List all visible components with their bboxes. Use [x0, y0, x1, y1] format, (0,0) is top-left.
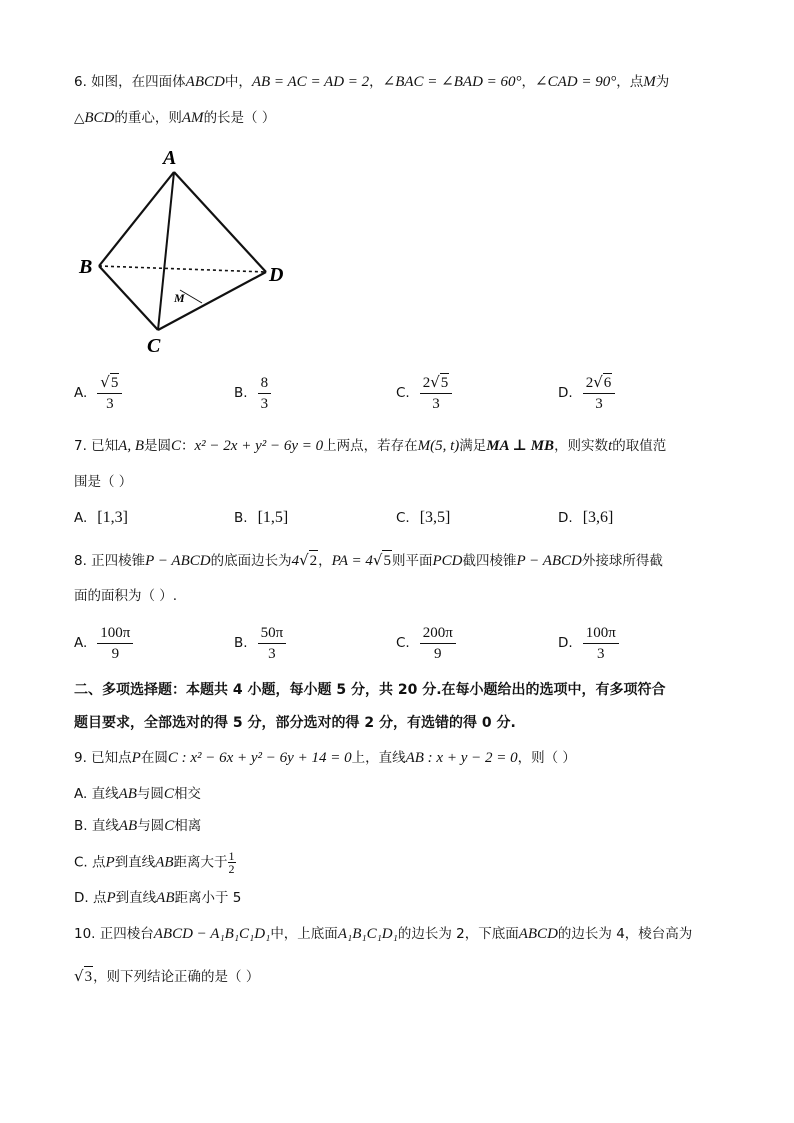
q7-option-c[interactable]: C. [3,5]	[396, 509, 451, 526]
tetrahedron-figure	[74, 140, 304, 360]
q6-option-a[interactable]: A. √ 5 3	[74, 371, 122, 415]
vertex-label-a: A	[163, 147, 177, 169]
edge-ac	[158, 172, 174, 330]
q8-options	[74, 621, 734, 665]
q9-option-b[interactable]: B. 直线AB与圆C相离	[74, 818, 202, 834]
q8-option-c[interactable]: C. $\frac{200\pi}{9}$	[396, 621, 456, 665]
q6-options	[74, 371, 734, 415]
q7-options	[74, 496, 734, 540]
section-heading-line2: 题目要求，全部选对的得 5 分，部分选对的得 2 分，有选错的得 0 分.	[74, 715, 516, 731]
q6-option-b[interactable]: B. $\frac{8}{3}$	[234, 371, 271, 415]
edge-ad	[174, 172, 266, 272]
q6-option-d[interactable]: D. 2 √ 6 3	[558, 371, 615, 415]
point-label-m: M	[174, 291, 185, 305]
q8-line2: 面的面积为（ ）.	[74, 588, 178, 604]
q7-line1: 7. 已知A, B是圆C：x² − 2x + y² − 6y = 0上两点，若存在M(5, t)满足MA ⊥ MB，则实数t的取值范	[74, 438, 667, 454]
section-heading-line1: 二、多项选择题：本题共 4 小题，每小题 5 分，共 20 分.在每小题给出的选项中，有多项符合	[74, 682, 666, 698]
vertex-label-b: B	[79, 256, 93, 278]
edge-bd-hidden	[99, 266, 266, 272]
q6-line1: 6. 如图，在四面体ABCD中，AB = AC = AD = 2，∠BAC = ∠BAD = 60°，∠CAD = 90°，点M为	[74, 74, 670, 90]
q8-option-a[interactable]: A. $\frac{100\pi}{9}$	[74, 621, 133, 665]
edge-ab	[99, 172, 174, 266]
q7-option-b[interactable]: B. [1,5]	[234, 509, 289, 526]
q9-option-a[interactable]: A. 直线AB与圆C相交	[74, 786, 201, 802]
q7-line2: 围是（ ）	[74, 474, 133, 490]
q8-line1: 8. 正四棱锥P − ABCD的底面边长为4 √ 2 ，PA = 4 √ 5 则平面PCD截四棱锥P − ABCD外接球所得截	[74, 551, 663, 569]
q9-option-c[interactable]: C. 点P到直线AB距离大于 $\frac{1}{2}$	[74, 849, 235, 876]
q9-option-d[interactable]: D. 点P到直线AB距离小于 5	[74, 890, 242, 906]
q7-option-a[interactable]: A. [1,3]	[74, 509, 128, 526]
q7-option-d[interactable]: D. [3,6]	[558, 509, 614, 526]
vertex-label-c: C	[147, 335, 161, 357]
q8-option-d[interactable]: D. $\frac{100\pi}{3}$	[558, 621, 619, 665]
q8-option-b[interactable]: B. $\frac{50\pi}{3}$	[234, 621, 286, 665]
q6-line2: △BCD的重心，则AM的长是（ ）	[74, 110, 276, 126]
vertex-label-d: D	[269, 264, 284, 286]
q10-line1: 10. 正四棱台ABCD − A₁B₁C₁D₁中，上底面A₁B₁C₁D₁的边长为 2，下底面ABCD的边长为 4，棱台高为	[74, 926, 693, 942]
q9-stem: 9. 已知点P在圆C : x² − 6x + y² − 6y + 14 = 0上，直线AB : x + y − 2 = 0，则（ ）	[74, 750, 576, 766]
edge-bc	[99, 266, 158, 330]
q6-option-c[interactable]: C. 2 √ 5 3	[396, 371, 452, 415]
q10-line2: √ 3 ，则下列结论正确的是（ ）	[74, 967, 260, 985]
